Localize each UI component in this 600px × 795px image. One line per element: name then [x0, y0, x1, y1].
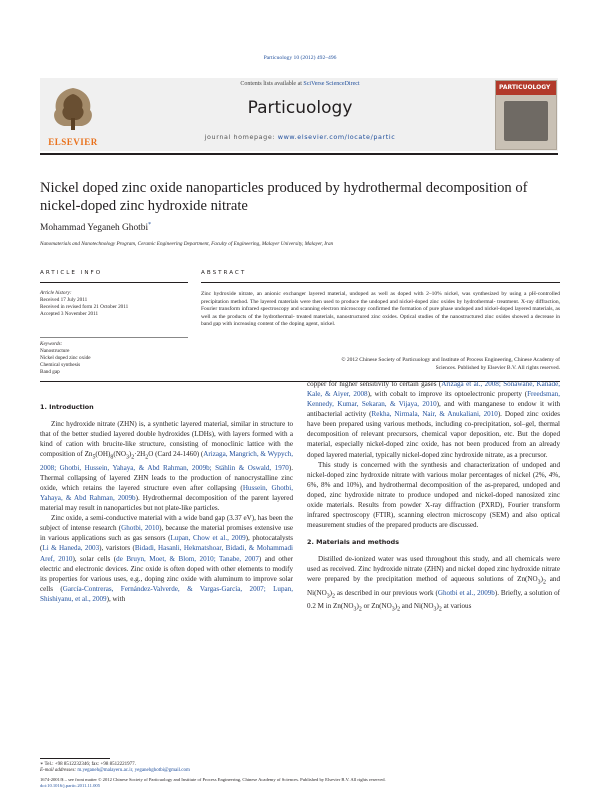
citation-link[interactable]: Bidadi, Hasanli, Hekmatshoar, Bidadi, & Mohammadi Aref, 2010 — [40, 544, 293, 563]
revised-date: Received in revised form 21 October 2011 — [40, 304, 129, 310]
journal-reference[interactable]: Particuology 10 (2012) 492–496 — [263, 55, 337, 61]
cover-image — [504, 101, 548, 141]
homepage-link[interactable]: www.elsevier.com/locate/partic — [277, 133, 396, 141]
author-footnote-mark[interactable]: * — [148, 222, 152, 228]
copyright-line-1: © 2012 Chinese Society of Particuology and Institute of Process Engineering, Chinese Academy of — [341, 357, 560, 363]
contents-prefix: Contents lists available at — [240, 81, 304, 87]
doi-link[interactable]: doi:10.1016/j.partic.2011.11.005 — [40, 783, 101, 789]
paragraph: copper for higher sensitivity to certain gases (Arizaga et al., 2008; Sonawane, Kanade, Kale, & Aiyer, 2008), with cobalt to improve its optoelectronic property (Freedsman, Kennedy, Kumar, Sekaran, & Vijaya, 2010), and with manganese to endow it with antibacterial activity (Rekha, Nirmala, Nair, & Anukaliani, 2010). Doped zinc oxides have been prepared using various methods, including co-precipitation, sol–gel, thermal decomposition of relevant precursors, chemical vapor deposition, etc. But the doped material, especially nickel-doped zinc oxide, has not been produced from an already doped layered material, typically nickel-doped zinc hydroxide nitrate, as a precursor. — [307, 380, 560, 459]
citation-link[interactable]: Freedsman, Kennedy, Kumar, Sekaran, & Vijaya, 2010 — [307, 390, 560, 409]
footnotes — [40, 762, 290, 775]
citation-link[interactable]: Hussein, Ghotbi, Yahaya, & Abd Rahman, 2009b — [40, 483, 294, 503]
keywords-label: Keywords: — [40, 341, 63, 347]
email-label: E-mail addresses: — [40, 768, 77, 774]
abstract-divider — [201, 282, 560, 283]
abstract-text: Zinc hydroxide nitrate, an anionic exchanger layered material, undoped as well as doped with 2–10% nickel, was synthesized by using a pH-controlled precipitation method. The layered materials were then used to produce the undoped and nickel-doped zinc oxides by hydrothermal- treatment. X-ray diffraction, Fourier transform infrared spectroscopy and scanning electron microscopy confirmed the formation of pure phase undoped and nickel-doped layered materials, as well as the products of the hydrothermal- treated materials, nanostructured zinc oxides. Optical studies of the nanostructured zinc oxides showed a decrease in band gap with increasing content of the doping agent, nickel. — [201, 291, 560, 328]
banner-divider — [40, 153, 558, 155]
author-name: Mohammad Yeganeh Ghotbi — [40, 223, 149, 234]
body-column-right — [307, 379, 560, 615]
accepted-date: Accepted 3 November 2011 — [40, 311, 99, 317]
citation-link[interactable]: Ghotbi et al., 2009b — [437, 588, 495, 597]
paragraph: Distilled de-ionized water was used throughout this study, and all chemicals were used as received. Zinc hydroxide nitrate (ZHN) and nickel doped zinc hydroxide nitrate were prepared by the precipitation method of aqueous solutions of $Zn(NO_3)_2$ and $Ni(NO_3)_2$ as described in our previous work (Ghotbi et al., 2009b). Briefly, a solution of 0.2 M in $Zn(NO_3)_2$ or $Zn(NO_3)_2$ and $Ni(NO_3)_2$ at various — [307, 555, 560, 613]
citation-link[interactable]: Rekha, Nirmala, Nair, & Anukaliani, 2010 — [371, 410, 498, 419]
abstract-copyright — [201, 357, 560, 372]
email-links[interactable]: m.yeganeh@malayeru.ac.ir, yeganehghotbi@gmail.com — [76, 768, 190, 774]
sciencedirect-link[interactable]: SciVerse ScienceDirect — [303, 81, 360, 87]
article-history — [40, 290, 188, 318]
paragraph: This study is concerned with the synthesis and characterization of undoped and nickel-doped zinc hydroxide nitrate with various molar percentages of nickel (2%, 4%, 6%, 8% and 10%), and hydrothermal decomposition of the as-prepared, undoped and doped, zinc hydroxide nitrate to produce undoped and nickel-doped nanosized zinc oxide materials. Results from powder X-ray diffraction (PXRD), Fourier transform infrared spectroscopy (FTIR), scanning electron microscopy (SEM) and also optical measurement studies of the prepared products are discussed. — [307, 460, 560, 530]
citation-link[interactable]: Li & Haneda, 2003 — [42, 544, 100, 553]
keyword-item: Nanostructure — [40, 348, 70, 354]
author-line — [40, 222, 151, 233]
journal-homepage — [110, 133, 490, 141]
citation-link[interactable]: García-Contreras, Fernández-Valverde, & Vargas-García, 2007; Lupan, Shishiyanu, et al., 2009 — [40, 584, 293, 603]
issn-line: 1674-2001/$ – see front matter © 2012 Chinese Society of Particuology and Institute of Process Engineering, Chinese Academy of Sciences. Published by Elsevier B.V. All rights reserved. — [40, 777, 386, 782]
article-title: Nickel doped zinc oxide nanoparticles produced by hydrothermal decomposition of nickel-doped zinc hydroxide nitrate — [40, 180, 528, 214]
section-heading-materials: 2. Materials and methods — [307, 538, 400, 547]
keyword-item: Chemical synthesis — [40, 362, 81, 368]
contact-phone: ∗ Tel.: +98 8512232346; fax: +98 8512221977. — [40, 762, 136, 767]
citation-link[interactable]: Arizaga, Mangrich, & Wypych, 2008; Ghotbi, Hussein, Yahaya, & Abd Rahman, 2009b; Stählin & Oswald, 1970 — [40, 450, 293, 472]
cover-title: PARTICUOLOGY — [499, 84, 551, 91]
citation-link[interactable]: de Bruyn, Moet, & Blom, 2010; Tanabe, 2007 — [116, 554, 259, 563]
journal-name: Particuology — [247, 98, 353, 118]
article-info-divider — [40, 282, 188, 283]
citation-link[interactable]: Lupan, Chow et al., 2009 — [170, 534, 246, 543]
author-affiliation: Nanomaterials and Nanotechnology Program, Ceramic Engineering Department, Faculty of Engineering, Malayer University, Malayer, Iran — [40, 241, 334, 247]
keyword-item: Nickel doped zinc oxide — [40, 355, 91, 361]
journal-cover-thumbnail — [495, 80, 557, 150]
body-column-left — [40, 402, 293, 604]
contents-line — [110, 81, 490, 87]
citation-link[interactable]: Arizaga et al., 2008; Sonawane, Kanade, Kale, & Aiyer, 2008 — [307, 380, 560, 399]
copyright-line-2: Sciences. Published by Elsevier B.V. All rights reserved. — [435, 364, 560, 371]
keyword-item: Band gap — [40, 369, 60, 375]
section-heading-introduction: 1. Introduction — [40, 403, 94, 411]
contact-email — [40, 768, 290, 774]
paragraph: Zinc oxide, a semi-conductive material with a wide band gap (3.37 eV), has been the subject of intense research (Ghotbi, 2010), because the material promises extensive use in various applications such as gas sensors (Lupan, Chow et al., 2009), photocatalysts (Li & Haneda, 2003), varistors (Bidadi, Hasanli, Hekmatshoar, Bidadi, & Mohammadi Aref, 2010), solar cells (de Bruyn, Moet, & Blom, 2010; Tanabe, 2007) and other electric and electronic devices. Zinc oxide is often doped with other elements to modify its properties for various uses, e.g., doping zinc oxide with aluminum to improve solar cells (García-Contreras, Fernández-Valverde, & Vargas-García, 2007; Lupan, Shishiyanu, et al., 2009), with — [40, 514, 294, 603]
paragraph: Zinc hydroxide nitrate (ZHN) is, a synthetic layered material, similar in structure to that of the better studied layered double hydroxides (LDHs), with layers formed with a kind of cation with brucite-like structure, consisting of monoclinic lattice with the composition of $Zn_5(OH)_8(NO_3)_2\cdot 2H_2O$ (Card 24-1460) (Arizaga, Mangrich, & Wypych, 2008; Ghotbi, Hussein, Yahaya, & Abd Rahman, 2009b; Stählin & Oswald, 1970). Thermal collapsing of layered ZHN leads to the production of nanocrystalline zinc oxide, which retains the layered structure even after collapsing (Hussein, Ghotbi, Yahaya, & Abd Rahman, 2009b). Hydrothermal decomposition of the parent layered material may result in nanoparticles but not plate-like particles. — [40, 420, 294, 513]
homepage-prefix: journal homepage: — [204, 133, 278, 141]
article-info-heading: ARTICLE INFO — [40, 270, 103, 276]
citation-link[interactable]: Ghotbi, 2010 — [121, 524, 160, 533]
received-date: Received 17 July 2011 — [40, 297, 88, 303]
abstract-heading: ABSTRACT — [201, 270, 247, 276]
history-label: Article history: — [40, 290, 72, 296]
keywords — [40, 341, 188, 376]
publisher-name: ELSEVIER — [48, 137, 98, 147]
front-matter-note — [40, 777, 560, 789]
